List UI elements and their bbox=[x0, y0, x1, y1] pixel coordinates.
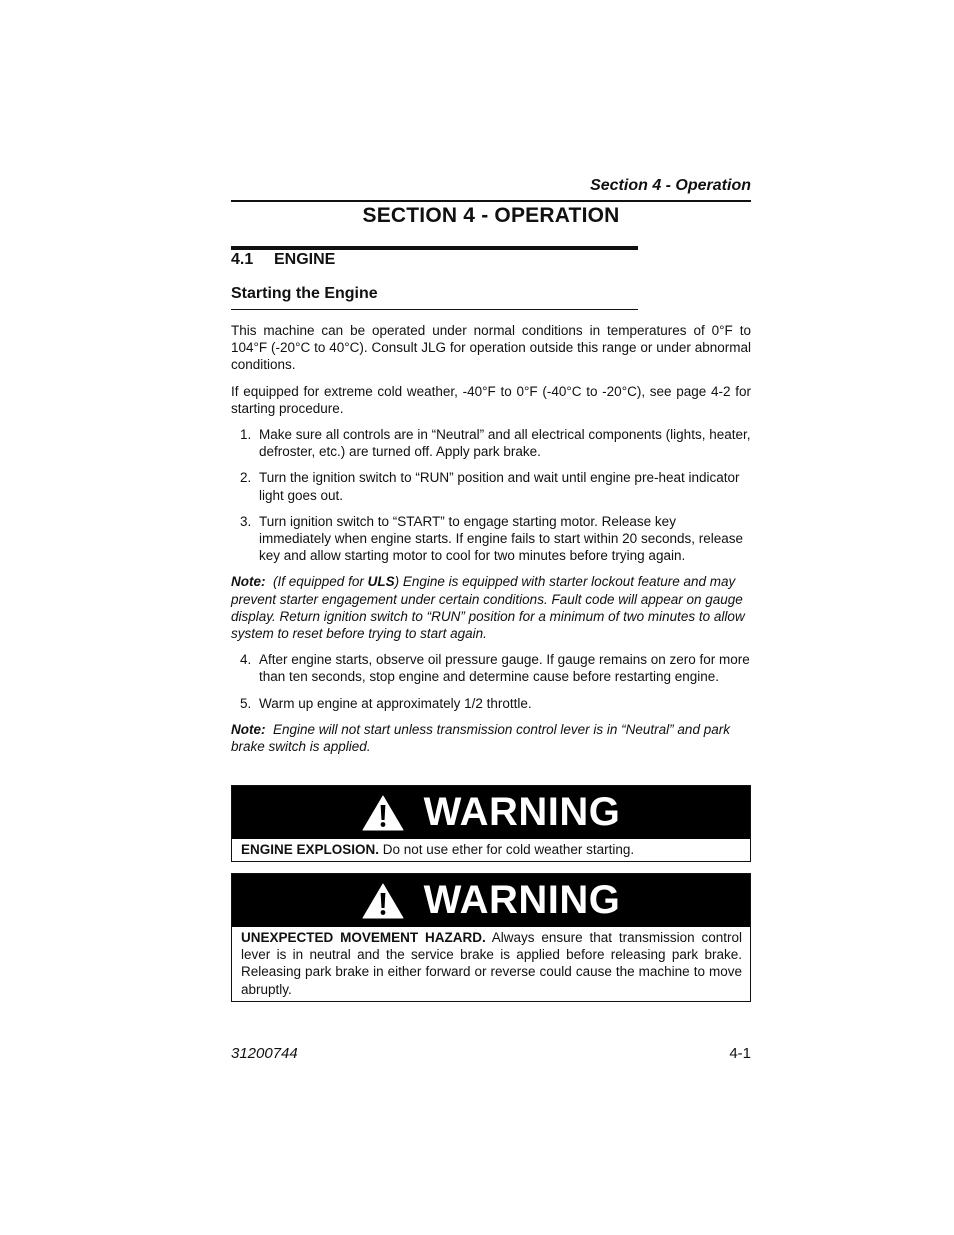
paragraph-temperature: This machine can be operated under normal conditions in temperatures of 0°F to 104°F (-20°C to 40°C). Consult JLG for operation outside this range or under abnormal conditions. bbox=[231, 323, 751, 373]
note-pre: (If equipped for bbox=[273, 574, 368, 590]
running-head: Section 4 - Operation bbox=[590, 177, 751, 194]
list-item bbox=[231, 513, 751, 565]
list-item bbox=[231, 469, 751, 503]
step-number: 4. bbox=[240, 652, 252, 668]
document-number: 31200744 bbox=[231, 1045, 298, 1062]
warning-header bbox=[232, 786, 750, 839]
note-label: Note: bbox=[231, 574, 266, 590]
step-number: 2. bbox=[240, 470, 252, 486]
warning-lead: ENGINE EXPLOSION. bbox=[241, 842, 380, 857]
note-neutral bbox=[231, 721, 751, 755]
warning-body bbox=[232, 927, 750, 1001]
section-title: SECTION 4 - OPERATION bbox=[362, 204, 620, 227]
page-number: 4-1 bbox=[729, 1045, 751, 1062]
section-rule bbox=[231, 246, 638, 250]
step-text: After engine starts, observe oil pressure gauge. If gauge remains on zero for more than ten seconds, stop engine and determine cause before restarting engine. bbox=[259, 652, 750, 685]
warning-word: WARNING bbox=[423, 878, 621, 922]
step-number: 1. bbox=[240, 427, 252, 443]
starting-engine-heading: Starting the Engine bbox=[231, 285, 378, 302]
heading-rule bbox=[231, 309, 638, 310]
warning-text: Always ensure that transmission control lever is in neutral and the service brake is applied before releasing park brake. Releasing park brake in either forward or reverse could cause the machine to move abruptly. bbox=[241, 930, 743, 997]
step-text: Turn ignition switch to “START” to engage starting motor. Release key immediately when engine starts. If engine fails to start within 20 seconds, release key and allow starting motor to cool for two minutes before trying again. bbox=[259, 513, 744, 564]
subsection-number: 4.1 bbox=[231, 251, 254, 268]
warning-header bbox=[232, 874, 750, 927]
header-rule bbox=[231, 200, 751, 202]
steps-list-a bbox=[231, 426, 751, 564]
body-text bbox=[231, 322, 751, 764]
warning-box-explosion bbox=[231, 785, 751, 862]
note-uls bbox=[231, 573, 751, 642]
step-number: 5. bbox=[240, 695, 252, 711]
list-item bbox=[231, 651, 751, 685]
note-text: Engine will not start unless transmission control lever is in “Neutral” and park brake switch is applied. bbox=[231, 721, 730, 755]
list-item bbox=[231, 426, 751, 460]
step-text: Turn the ignition switch to “RUN” position and wait until engine pre-heat indicator light goes out. bbox=[259, 470, 740, 503]
warning-word: WARNING bbox=[423, 790, 621, 834]
step-text: Warm up engine at approximately 1/2 throttle. bbox=[259, 695, 532, 711]
note-post: ) Engine is equipped with starter lockout feature and may prevent starter engagement under certain conditions. Fault code will appear on gauge display. Return ignition switch to “RUN” position for a minimum of two minutes to allow system to reset before trying to start again. bbox=[231, 574, 745, 642]
subsection-title: ENGINE bbox=[274, 251, 336, 268]
warning-text: Do not use ether for cold weather starting. bbox=[379, 842, 635, 857]
warning-box-movement bbox=[231, 873, 751, 1002]
step-text: Make sure all controls are in “Neutral” and all electrical components (lights, heater, defroster, etc.) are turned off. Apply park brake. bbox=[259, 427, 751, 460]
warning-triangle-icon bbox=[362, 795, 404, 831]
subsection-heading bbox=[231, 251, 751, 269]
note-label: Note: bbox=[231, 721, 266, 737]
step-number: 3. bbox=[240, 513, 252, 529]
warning-lead: UNEXPECTED MOVEMENT HAZARD. bbox=[241, 930, 486, 945]
warning-triangle-icon bbox=[362, 883, 404, 919]
warning-body bbox=[232, 839, 750, 861]
paragraph-cold-weather: If equipped for extreme cold weather, -40°F to 0°F (-40°C to -20°C), see page 4-2 for starting procedure. bbox=[231, 383, 751, 416]
list-item bbox=[231, 695, 751, 712]
steps-list-b bbox=[231, 651, 751, 712]
note-bold: ULS bbox=[367, 574, 395, 590]
